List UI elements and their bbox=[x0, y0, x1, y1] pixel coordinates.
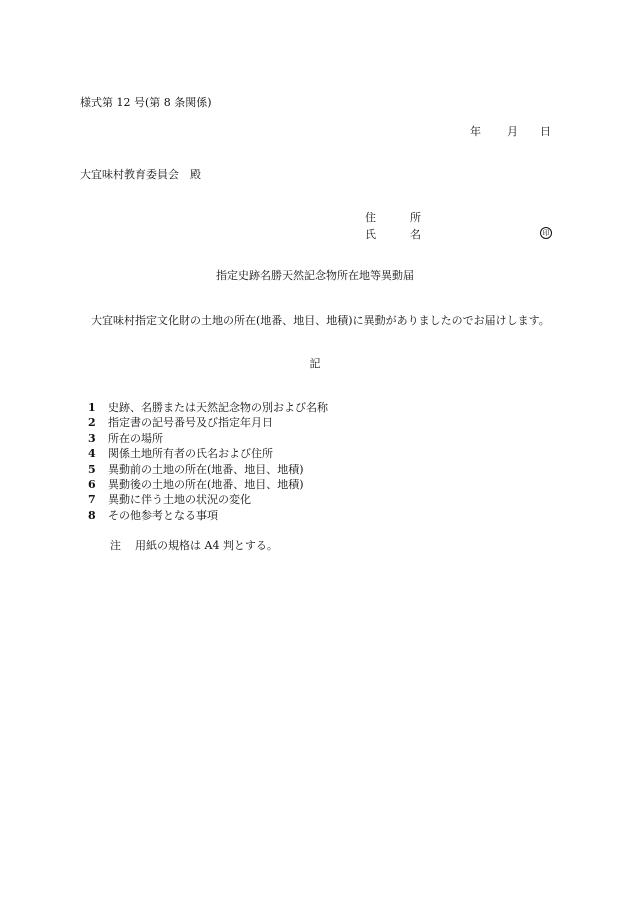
item-number: 2 bbox=[88, 416, 96, 430]
name-row bbox=[365, 227, 555, 242]
item-text: 異動に伴う土地の状況の変化 bbox=[108, 493, 251, 507]
list-item bbox=[88, 415, 328, 430]
item-number: 5 bbox=[88, 462, 96, 476]
note-label: 注 bbox=[110, 539, 121, 552]
addressee: 大宜味村教育委員会 殿 bbox=[80, 168, 201, 181]
applicant-block bbox=[365, 210, 555, 244]
address-label-char-2: 所 bbox=[410, 211, 421, 224]
item-number: 4 bbox=[88, 447, 96, 461]
item-text: 異動前の土地の所在(地番、地目、地積) bbox=[108, 462, 304, 476]
item-text: 所在の場所 bbox=[108, 431, 163, 445]
document-title: 指定史跡名勝天然記念物所在地等異動届 bbox=[216, 269, 414, 282]
list-item bbox=[88, 400, 328, 415]
item-text: 指定書の記号番号及び指定年月日 bbox=[108, 416, 273, 430]
body-paragraph: 大宜味村指定文化財の土地の所在(地番、地目、地積)に異動がありましたのでお届けします。 bbox=[91, 314, 550, 327]
item-text: 史跡、名勝または天然記念物の別および名称 bbox=[108, 401, 328, 414]
item-number: 7 bbox=[88, 493, 96, 507]
ki-heading: 記 bbox=[309, 357, 321, 370]
item-text: その他参考となる事項 bbox=[108, 508, 218, 522]
list-item bbox=[88, 477, 328, 492]
note bbox=[110, 538, 278, 553]
date-day-label: 日 bbox=[540, 125, 551, 138]
list-item bbox=[88, 431, 328, 446]
date-month-label: 月 bbox=[507, 125, 518, 138]
item-text: 異動後の土地の所在(地番、地目、地積) bbox=[108, 477, 304, 491]
seal-icon: 印 bbox=[540, 227, 552, 239]
form-number: 様式第 12 号(第 8 条関係) bbox=[80, 96, 212, 109]
list-item bbox=[88, 492, 328, 507]
name-label-char-1: 氏 bbox=[365, 228, 376, 241]
item-number: 3 bbox=[88, 431, 96, 445]
date-year-label: 年 bbox=[470, 125, 481, 138]
item-number: 6 bbox=[88, 477, 96, 491]
address-row bbox=[365, 210, 555, 225]
address-label-char-1: 住 bbox=[365, 211, 376, 224]
item-number: 1 bbox=[88, 401, 96, 414]
note-text: 用紙の規格は A4 判とする。 bbox=[135, 539, 278, 552]
name-label-char-2: 名 bbox=[410, 228, 421, 241]
list-item bbox=[88, 462, 328, 477]
item-text: 関係土地所有者の氏名および住所 bbox=[108, 447, 273, 461]
item-number: 8 bbox=[88, 508, 96, 522]
list-item bbox=[88, 508, 328, 523]
list-item bbox=[88, 446, 328, 461]
item-list bbox=[88, 400, 328, 523]
